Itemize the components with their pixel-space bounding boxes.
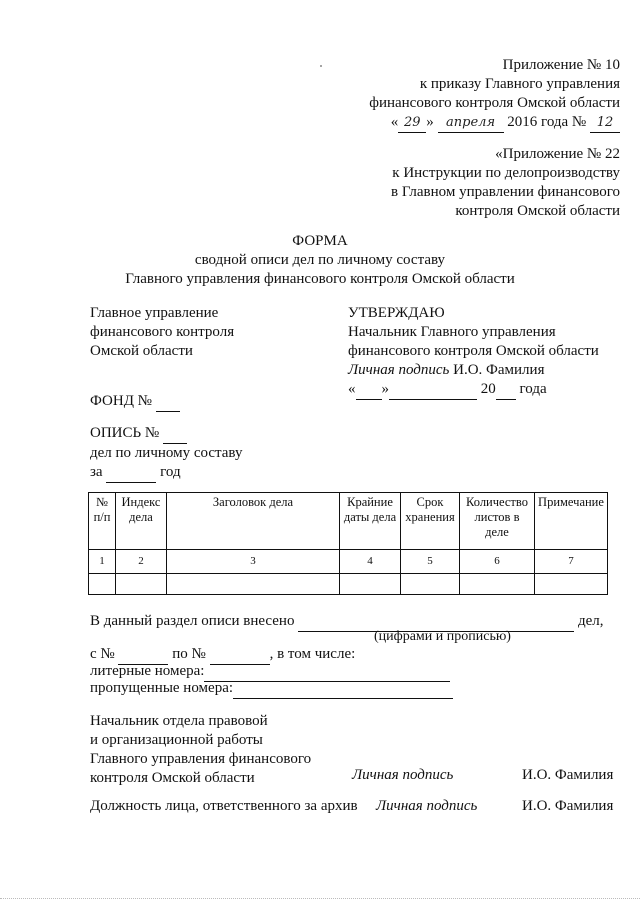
- number-cell: 7: [535, 550, 608, 574]
- head-line1: Начальник отдела правовой: [90, 713, 268, 729]
- header-cell: Крайние даты дела: [340, 493, 401, 550]
- number-cell: 4: [340, 550, 401, 574]
- appendix-2-line1: «Приложение № 22: [495, 146, 620, 162]
- header-cell: Заголовок дела: [167, 493, 340, 550]
- opis-subtitle: дел по личному составу: [90, 445, 243, 461]
- handwritten-number: 12: [590, 113, 620, 133]
- scan-edge: [0, 898, 640, 899]
- approval-heading: УТВЕРЖДАЮ: [348, 305, 445, 321]
- handwritten-month: апреля: [438, 113, 504, 133]
- opis-number: ОПИСЬ №: [90, 424, 243, 444]
- appendix-2-line4: контроля Омской области: [455, 203, 620, 219]
- form-title-line1: ФОРМА: [292, 233, 348, 249]
- organization-line3: Омской области: [90, 343, 193, 359]
- approval-date-line: « » 20 года: [348, 380, 599, 400]
- entered-count-hint: (цифрами и прописью): [374, 629, 511, 644]
- head-line2: и организационной работы: [90, 732, 263, 748]
- approval-line3: финансового контроля Омской области: [348, 343, 599, 359]
- organization-line1: Главное управление: [90, 305, 219, 321]
- fond-number: ФОНД №: [90, 392, 180, 412]
- opis-block: [90, 424, 243, 483]
- approval-block: [348, 304, 599, 400]
- archive-position: Должность лица, ответственного за архив: [90, 798, 358, 814]
- table-header-row: [89, 493, 608, 550]
- form-title-line2: сводной описи дел по личному составу: [194, 252, 446, 268]
- form-title-line3: Главного управления финансового контроля Омской области: [125, 271, 515, 287]
- organization-block: [90, 304, 234, 361]
- head-line4: контроля Омской области: [90, 770, 255, 786]
- appendix-1-date: « 29 » апреля 2016 года № 12: [369, 113, 620, 133]
- number-cell: 1: [89, 550, 116, 574]
- inventory-table: [88, 492, 608, 595]
- number-cell: 6: [460, 550, 535, 574]
- range-line: с № по № , в том числе:: [90, 645, 355, 665]
- number-cell: 2: [116, 550, 167, 574]
- entered-count-line: В данный раздел описи внесено дел,: [90, 612, 603, 632]
- appendix-2-block: [391, 145, 620, 221]
- literal-numbers-line: литерные номера:: [90, 662, 450, 682]
- form-title: [0, 232, 640, 289]
- archive-signature: Личная подпись: [376, 798, 478, 814]
- appendix-1-block: [369, 56, 620, 133]
- appendix-2-line3: в Главном управлении финансового: [390, 184, 620, 200]
- number-cell: 3: [167, 550, 340, 574]
- appendix-1-line1: Приложение № 10: [502, 57, 620, 73]
- number-cell: 5: [401, 550, 460, 574]
- head-name: И.О. Фамилия: [522, 767, 614, 783]
- header-cell: № п/п: [89, 493, 116, 550]
- header-cell: Примечание: [535, 493, 608, 550]
- appendix-1-line3: финансового контроля Омской области: [369, 95, 620, 111]
- header-cell: Индекс дела: [116, 493, 167, 550]
- organization-line2: финансового контроля: [90, 324, 235, 340]
- appendix-2-line2: к Инструкции по делопроизводству: [392, 165, 620, 181]
- head-line3: Главного управления финансового: [90, 751, 312, 767]
- header-cell: Срок хранения: [401, 493, 460, 550]
- approval-signature-line: Личная подпись И.О. Фамилия: [348, 362, 545, 378]
- handwritten-day: 29: [398, 113, 426, 133]
- approval-line2: Начальник Главного управления: [348, 324, 556, 340]
- missed-numbers-line: пропущенные номера:: [90, 679, 453, 699]
- table-number-row: [89, 550, 608, 574]
- scan-artifact: [320, 65, 322, 67]
- archive-name: И.О. Фамилия: [522, 798, 614, 814]
- table-empty-row: [89, 574, 608, 595]
- appendix-1-line2: к приказу Главного управления: [419, 76, 620, 92]
- header-cell: Количество листов в деле: [460, 493, 535, 550]
- head-signature: Личная подпись: [352, 767, 454, 783]
- head-block: [90, 712, 311, 788]
- opis-year: за год: [90, 463, 243, 483]
